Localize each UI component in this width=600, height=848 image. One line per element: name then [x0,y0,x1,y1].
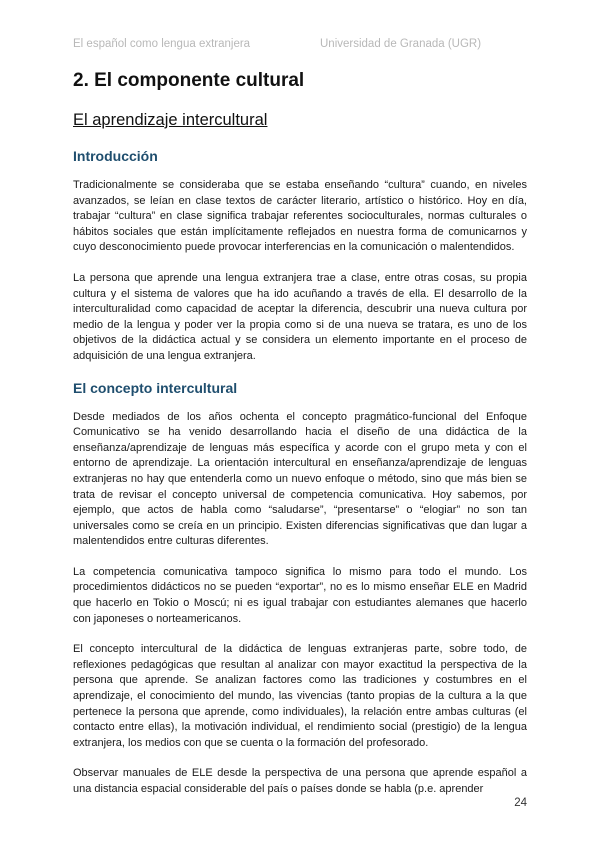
paragraph: El concepto intercultural de la didáctica de lenguas extranjeras parte, sobre todo, de reflexiones pedagógicas que resultan al analizar con mayor exactitud la perspectiva de la persona que aprende. Se analizan factores como las tradiciones y costumbres en el aprendizaje, el conocimiento del mundo, las vivencias (tanto propias de la cultura a la que pertenece la persona que aprende, como individuales), la relación entre ambas culturas (el contacto entre ellas), la motivación individual, el rendimiento social (prestigio) de la lengua extranjera, los medios con que se cuenta o la formación del profesorado. [73,643,527,749]
paragraph: La competencia comunicativa tampoco significa lo mismo para todo el mundo. Los procedimientos didácticos no se pueden “exportar”, no es lo mismo enseñar ELE en Madrid que hacerlo en Tokio o Moscú; ni es igual trabajar con estudiantes alemanes que hacerlo con japoneses o norteamericanos. [73,565,527,625]
paragraph: Desde mediados de los años ochenta el concepto pragmático-funcional del Enfoque Comunicativo se ha venido desarrollando hacia el diseño de una didáctica de la enseñanza/aprendizaje de lenguas más específica y acorde con el grupo meta y con el entorno de aprendizaje. La orientación intercultural en enseñanza/aprendizaje de lenguas extranjeras no hay que entenderla como un nuevo enfoque o método, sino que más bien se trata de revisar el concepto universal de competencia comunicativa. Hoy sabemos, por ejemplo, que actos de habla como “saludarse”, “presentarse” o “elogiar” no son tan universales como se creía en un principio. Existen diferencias significativas que dan lugar a malentendidos entre culturas diferentes. [73,410,527,548]
chapter-title: 2. El componente cultural [73,70,305,91]
subsection-heading-concepto-intercultural: El concepto intercultural [73,379,238,396]
header-course-title: El español como lengua extranjera [73,38,251,50]
page-body [73,70,527,798]
section-title: El aprendizaje intercultural [73,111,268,129]
paragraph: La persona que aprende una lengua extranjera trae a clase, entre otras cosas, su propia cultura y el sistema de valores que ha ido acuñando a través de ella. El desarrollo de la interculturalidad como capacidad de aceptar la diferencia, descubrir una nueva cultura por medio de la lengua y poder ver la propia como si de una nueva se tratara, es uno de los objetivos de la didáctica actual y se considera un elemento importante en el proceso de adquisición de una lengua extranjera. [73,271,527,362]
subsection-heading-introduccion: Introducción [73,148,158,164]
header-university: Universidad de Granada (UGR) [320,38,482,50]
paragraph: Tradicionalmente se consideraba que se estaba enseñando “cultura” cuando, en niveles avanzados, se leían en clase textos de carácter literario, artístico o histórico. Hoy en día, trabajar “cultura” en clase significa trabajar referentes socioculturales, normas culturales o hábitos sociales que están implícitamente reflejados en nuestra forma de comunicarnos y cuyo desconocimiento puede provocar interferencias en la comunicación o malentendidos. [73,179,527,254]
page-number: 24 [514,797,527,809]
paragraph: Observar manuales de ELE desde la perspectiva de una persona que aprende español a una distancia espacial considerable del país o países donde se habla (p.e. aprender [73,767,527,795]
